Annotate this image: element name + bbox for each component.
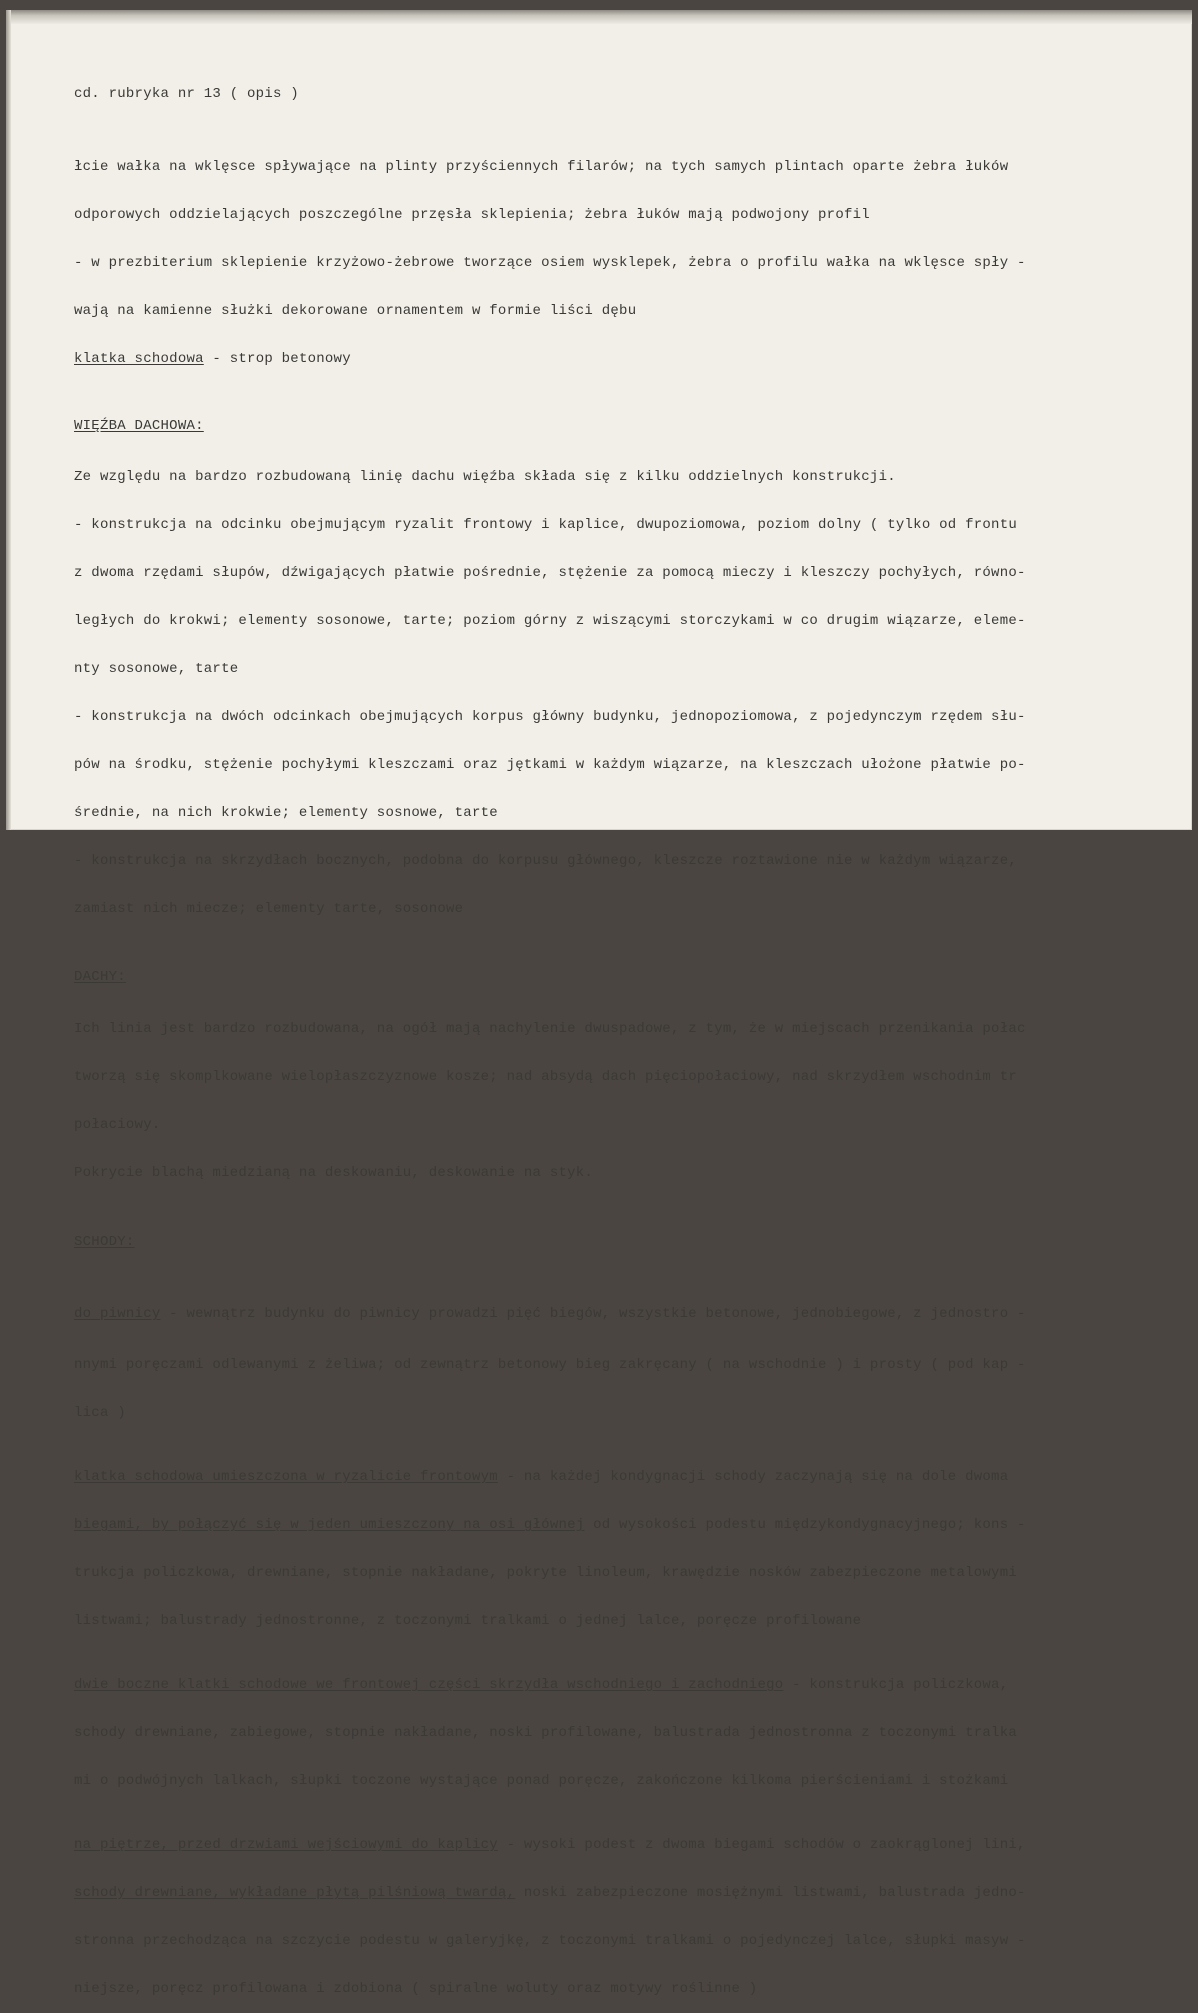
document-text xyxy=(74,49,1174,2013)
paper-top-edge xyxy=(6,10,1192,24)
text-line: Ze względu na bardzo rozbudowaną linię dachu więźba składa się z kilku oddzielnych konstrukcji. xyxy=(74,469,896,485)
text-line: lica ) xyxy=(74,1405,126,1421)
section-heading-schody xyxy=(74,1229,1174,1255)
text-line: - konstrukcja na odcinku obejmującym ryzalit frontowy i kaplice, dwupoziomowa, poziom dolny ( tylko od frontu xyxy=(74,517,1017,533)
schody-title: SCHODY: xyxy=(74,1234,135,1250)
schody-p4-second-rest: noski zabezpieczone mosiężnymi listwami, balustrada jedno- xyxy=(515,1885,1026,1901)
schody-p2-second-label: biegami, by połączyć się w jeden umieszczony na osi głównej xyxy=(74,1517,585,1533)
wiezba-title: WIĘŹBA DACHOWA: xyxy=(74,418,204,434)
schody-p3-rest: - konstrukcja policzkowa, xyxy=(783,1677,1009,1693)
text-line: połaciowy. xyxy=(74,1117,161,1133)
schody-p4-second xyxy=(74,1885,1174,1901)
text-line: nnymi poręczami odlewanymi z żeliwa; od zewnątrz betonowy bieg zakręcany ( na wschodnie ) i prosty ( pod kap - xyxy=(74,1357,1026,1373)
schody-p2-second xyxy=(74,1517,1174,1533)
schody-p2-label: klatka schodowa umieszczona w ryzalicie frontowym xyxy=(74,1469,498,1485)
section-heading-wiezba xyxy=(74,415,1174,437)
klatka-line xyxy=(74,351,1174,367)
text-line: trukcja policzkowa, drewniane, stopnie nakładane, pokryte linoleum, krawędzie nosków zabezpieczone metalowymi xyxy=(74,1565,1017,1581)
schody-p1-first xyxy=(74,1303,1174,1325)
schody-p2-first xyxy=(74,1469,1174,1485)
text-line: niejsze, poręcz profilowana i zdobiona ( spiralne woluty oraz motywy roślinne ) xyxy=(74,1981,758,1997)
text-line: - konstrukcja na skrzydłach bocznych, podobna do korpusu głównego, kleszcze roztawione nie w każdym wiązarze, xyxy=(74,853,1017,869)
text-line: łcie wałka na wklęsce spływające na plinty przyściennych filarów; na tych samych plintach oparte żebra łuków xyxy=(74,159,1009,175)
document-heading: cd. rubryka nr 13 ( opis ) xyxy=(74,86,299,102)
schody-p1-rest: - wewnątrz budynku do piwnicy prowadzi pięć biegów, wszystkie betonowe, jednobiegowe, z jednostro - xyxy=(160,1306,1026,1322)
text-line: odporowych oddzielających poszczególne przęsła sklepienia; żebra łuków mają podwojony profil xyxy=(74,207,870,223)
dachy-title: DACHY: xyxy=(74,969,126,985)
schody-p4-second-label: schody drewniane, wykładane płytą pilśniową twardą, xyxy=(74,1885,516,1901)
text-line: z dwoma rzędami słupów, dźwigających płatwie pośrednie, stężenie za pomocą mieczy i kleszczy pochyłych, równo- xyxy=(74,565,1026,581)
text-line: stronna przechodząca na szczycie podestu w galeryjkę, z toczonymi tralkami o pojedynczej lalce, słupki masyw - xyxy=(74,1933,1026,1949)
schody-p3-label: dwie boczne klatki schodowe we frontowej części skrzydła wschodniego i zachodniego xyxy=(74,1677,784,1693)
schody-p2-second-rest: od wysokości podestu międzykondygnacyjnego; kons - xyxy=(584,1517,1026,1533)
schody-p1-label: do piwnicy xyxy=(74,1306,161,1322)
klatka-rest: - strop betonowy xyxy=(203,351,351,367)
text-line: wają na kamienne służki dekorowane ornamentem w formie liści dębu xyxy=(74,303,637,319)
klatka-label: klatka schodowa xyxy=(74,351,204,367)
text-line: pów na środku, stężenie pochyłymi kleszczami oraz jętkami w każdym wiązarze, na kleszczach ułożone płatwie po- xyxy=(74,757,1026,773)
text-line: tworzą się skomplkowane wielopłaszczyznowe kosze; nad absydą dach pięciopołaciowy, nad skrzydłem wschodnim tr xyxy=(74,1069,1017,1085)
text-line: listwami; balustrady jednostronne, z toczonymi tralkami o jednej lalce, poręcze profilowane xyxy=(74,1613,862,1629)
text-line: Ich linia jest bardzo rozbudowana, na ogół mają nachylenie dwuspadowe, z tym, że w miejscach przenikania połac xyxy=(74,1021,1026,1037)
schody-p4-label: na piętrze, przed drzwiami wejściowymi do kaplicy xyxy=(74,1837,498,1853)
text-line: nty sosonowe, tarte xyxy=(74,661,239,677)
text-line: ległych do krokwi; elementy sosonowe, tarte; poziom górny z wiszącymi storczykami w co drugim wiązarze, eleme- xyxy=(74,613,1026,629)
text-line: Pokrycie blachą miedzianą na deskowaniu, deskowanie na styk. xyxy=(74,1165,594,1181)
paper-left-edge xyxy=(6,10,11,830)
text-line: schody drewniane, zabiegowe, stopnie nakładane, noski profilowane, balustrada jednostronna z toczonymi tralka xyxy=(74,1725,1017,1741)
text-line: mi o podwójnych lalkach, słupki toczone wystające ponad poręcze, zakończone kilkoma pierścieniami i stożkami xyxy=(74,1773,1009,1789)
schody-p4-first xyxy=(74,1837,1174,1853)
schody-p4-rest: - wysoki podest z dwoma biegami schodów o zaokrąglonej lini, xyxy=(497,1837,1026,1853)
schody-p3-first xyxy=(74,1677,1174,1693)
text-line: zamiast nich miecze; elementy tarte, sosonowe xyxy=(74,901,464,917)
text-line: - w prezbiterium sklepienie krzyżowo-żebrowe tworzące osiem wysklepek, żebra o profilu wałka na wklęsce spły - xyxy=(74,255,1026,271)
schody-p2-rest: - na każdej kondygnacji schody zaczynają się na dole dwoma xyxy=(497,1469,1009,1485)
text-line: - konstrukcja na dwóch odcinkach obejmujących korpus główny budynku, jednopoziomowa, z pojedynczym rzędem słu- xyxy=(74,709,1026,725)
text-line: średnie, na nich krokwie; elementy sosnowe, tarte xyxy=(74,805,498,821)
section-heading-dachy xyxy=(74,965,1174,989)
